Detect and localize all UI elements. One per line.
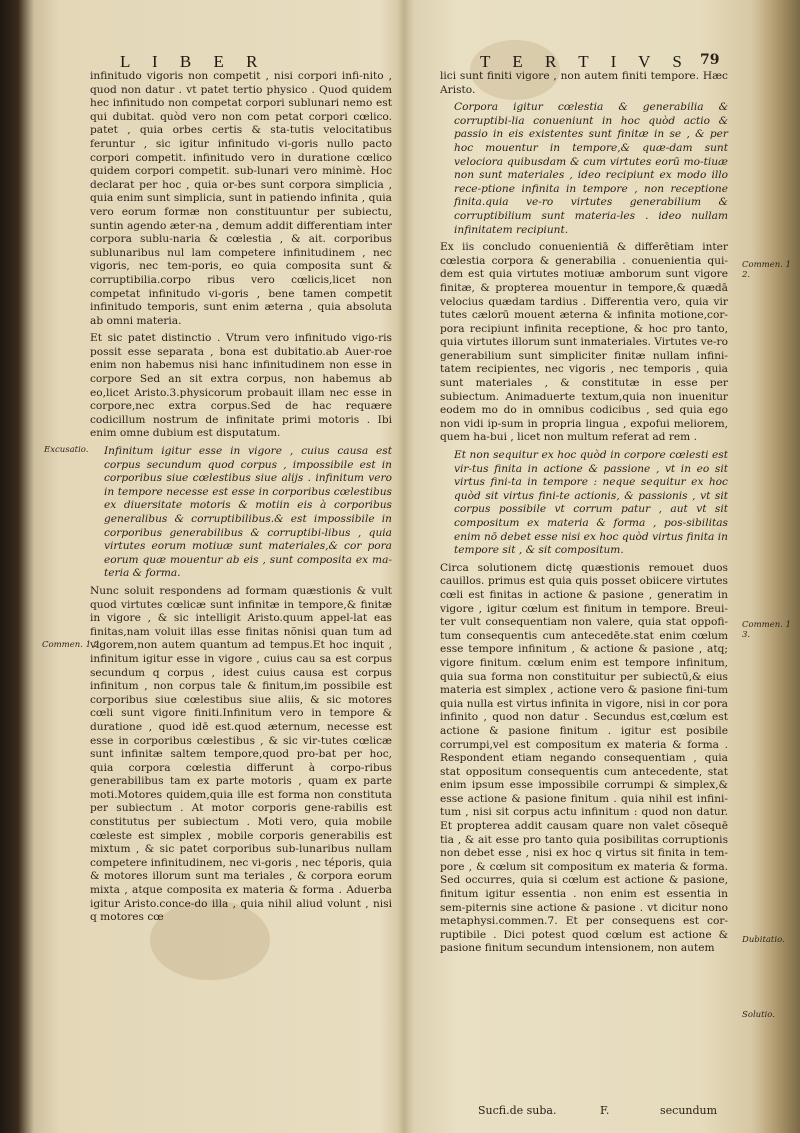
italic-paragraph: Corpora igitur cœlestia & generabilia & corruptibi-lia conueniunt in hoc quòd actio & passio in eis existentes sunt finitæ in se , & per hoc mouentur in tempore,& quæ-dam sunt velociora quibusdam & cum virtutes eorū mo-tiuæ non sunt materiales , ideo recipiunt ex modo illo rece-ptione infinita in tempore , non receptione finita.quia ve-ro virtutes generabilium & corruptibilium sunt materia-les . ideo nullam infinitatem recipiunt. <box>454 101 728 236</box>
italic-paragraph: Et non sequitur ex hoc quòd in corpore cœlesti est vir-tus finita in actione & passione , vt in eo sit virtus fini-ta in tempore : neque sequitur ex hoc quòd sit virtus fini-te actionis, & passionis , vt sit corpus possibile vt corrum patur , aut vt sit compositum ex materia & forma , pos-sibilitas enim nō debet esse nisi ex hoc quòd virtus finita in tempore sit , & sit compositum. <box>454 449 728 557</box>
paragraph: Nunc soluit respondens ad formam quæstionis & vult quod virtutes cœlicæ sunt infinitæ in tempore,& finitæ in vigore , & sic intelligit Aristo.quum appel-lat eas finitas,nam voluit illas esse finitas nõnisi quan tum ad vigorem,non autem quantum ad tempus.Et hoc inquit , infinitum igitur esse in vigore , cuius cau sa est corpus secundum q corpus , idest cuius causa est corpus infinitum , non corpus tale & finitum,im possibile est corporibus siue cœlestibus siue aliis, & sic motores cœli sunt vigore finiti.Infinitum vero in tempore & duratione , quod idē est.quod æternum, necesse est esse in corporibus cœlestibus , & sic vir-tutes cœlicæ sunt infinitæ saltem tempore,quod pro-bat per hoc, quia corpora cœlestia differunt à corpo-ribus generabilibus tam ex parte motoris , quam ex parte moti.Motores quidem,quia ille est forma non constituta per subiectum . At motor corporis gene-rabilis est constitutus per subiectum . Moti vero, quia mobile cœleste est simplex , mobile corporis generabilis est mixtum , & sic patet corporibus sub-lunaribus nullam competere infinitudinem, nec vi-goris , nec téporis, quia & motores illorum sunt ma teriales , & corpora eorum mixta , atque composita ex materia & forma . Aduerba igitur Aristo.conce-do illa , quia nihil aliud volunt , nisi q motores cœ <box>90 584 392 924</box>
running-head-left: L I B E R <box>120 52 267 71</box>
paragraph: Et sic patet distinctio . Vtrum vero infinitudo vigo-ris possit esse separata , bona est dubitatio.ab Auer-roe enim non habemus nisi hanc infinitudinem non esse in corpore Sed an sit extra corpus, non habemus ab eo,licet Aristo.3.physicorum probauit illam nec esse in corpore,nec extra corpus.Sed de hac requære codicillum nostrum de infinitate primi motoris . Ibi enim omne dubium est disputatum. <box>90 332 392 440</box>
right-column <box>440 70 728 960</box>
paragraph: lici sunt finiti vigore , non autem finiti tempore. Hæc Aristo. <box>440 70 728 96</box>
margin-note-commen-12: Commen. 1 2. <box>42 640 102 650</box>
paragraph: infinitudo vigoris non competit , nisi corpori infi-nito , quod non datur . vt patet tertio physico . Quod quidem hec infinitudo non competat corpori sublunari nemo est qui dubitat. quòd vero non com petat corpori cœlico. patet , quia orbes certis & sta-tutis velocitatibus feruntur , sic igitur infinitudo vi-goris nullo pacto corpori competit. infinitudo vero in duratione cœlico quidem corpori competit. sub-lunari vero minimè. Hoc declarat per hoc , quia or-bes sunt corpora simplicia , quia enim sunt simplicia, sunt in patiendo infinita , quia vero eorum formæ non constituuntur per subiectu, suntin agendo æter-na , demum addit differentiam inter corpora sublu-naria & cœlestia , & ait. corporibus sublunaribus nul lam competere infinitudinem , nec vigoris, nec tem-poris, eo quia composita sunt & corruptibilia.corpo ribus vero cœlicis,licet non competat infinitudo vi-goris , bene tamen competit infinitudo temporis, sunt enim æterna , quia absoluta ab omni materia. <box>90 70 392 327</box>
margin-note-dubitatio: Dubitatio. <box>742 935 785 945</box>
margin-note-commen-13: Commen. 1 3. <box>742 620 792 640</box>
catchword-left: Sucfi.de suba. <box>478 1104 557 1117</box>
running-head-right: T E R T I V S <box>480 52 691 71</box>
page-number: 79 <box>700 52 720 68</box>
signature-mark: F. <box>600 1104 610 1117</box>
catchword-right: secundum <box>660 1104 718 1117</box>
left-column <box>90 70 392 929</box>
margin-note-commen-12-right: Commen. 1 2. <box>742 260 792 280</box>
margin-note-solutio: Solutio. <box>742 1010 775 1020</box>
paragraph: Circa solutionem dictę quæstionis remouet duos cauillos. primus est quia quis posset obiicere virtutes cœli est finitas in actione & pasione , generatim in vigore , igitur cœlum est finitum in tempore. Breui-ter vult consequentiam non valere, quia stat oppofi-tum consequentis cum antecedēte.stat enim cœlum esse tempore infinitum , & actione & pasione , atq; vigore finitum. cœlum enim est tempore infinitum, quia sua forma non constituitur per subiectū,& eius materia est simplex , actione vero & pasione fini-tum quia nulla est virtus infinita in vigore, nisi in cor pora infinito , quod non datur . Secundus est,cœlum est actione & pasione finitum . igitur est posibile corrumpi,vel est compositum ex materia & forma . Respondent etiam negando consequentiam , quia stat oppositum consequentis cum antecedente, stat enim ipsum esse impossibile corrumpi & simplex,& esse actione & pasione finitum . quia nihil est infini-tum , nisi sit corpus actu infinitum : quod non datur. Et propterea addit causam quare non valet cōsequē tia , & ait esse pro tanto quia posibilitas corruptionis non debet esse , nisi ex hoc q virtus sit finita in tem-pore , & cœlum sit compositum ex materia & forma. Sed occurres, quia si cœlum est actione & pasione, finitum igitur essentia . non enim est essentia in sem-piternis sine actione & pasione . vt dicitur nono metaphysi.commen.7. Et per consequens est cor-ruptibile . Dici potest quod cœlum est actione & pasione finitum secundum intensionem, non autem <box>440 561 728 955</box>
paragraph: Ex iis concludo conuenientiā & differētiam inter cœlestia corpora & generabilia . conuenientia qui-dem est quia virtutes motiuæ amborum sunt vigore finitæ, & propterea mouentur in tempore,& quædā velocius quædam tardius . Differentia vero, quia vir tutes cælorū mouent æterna & infinita motione,cor-pora recipiunt infinita receptione, & hoc pro tanto, quia virtutes illorum sunt inmateriales. Virtutes ve-ro generabilium sunt simpliciter finitæ nullam infini-tatem recipientes, nec vigoris , nec temporis , quia sunt materiales , & constitutæ in esse per subiectum. Animaduerte textum,quia non inuenitur eodem mo do in omnibus codicibus , sed quia ego non vidi ip-sum in propria lingua , expofui meliorem, quem ha-bui , licet non multum referat ad rem . <box>440 241 728 444</box>
italic-paragraph: Infinitum igitur esse in vigore , cuius causa est corpus secundum quod corpus , impossibile est in corporibus siue cœlestibus siue alijs . infinitum vero in tempore necesse est esse in corporibus cœlestibus ex diuersitate motoris & motiin eis à corporibus generalibus & corruptibilibus.& est impossibile in corporibus generabilibus & corruptibi-libus , quia virtutes eorum motiuæ sunt materiales,& cor pora eorum quæ mouentur ab eis , sunt composita ex ma-teria & forma. <box>104 445 392 580</box>
margin-note-excusatio: Excusatio. <box>44 445 89 455</box>
